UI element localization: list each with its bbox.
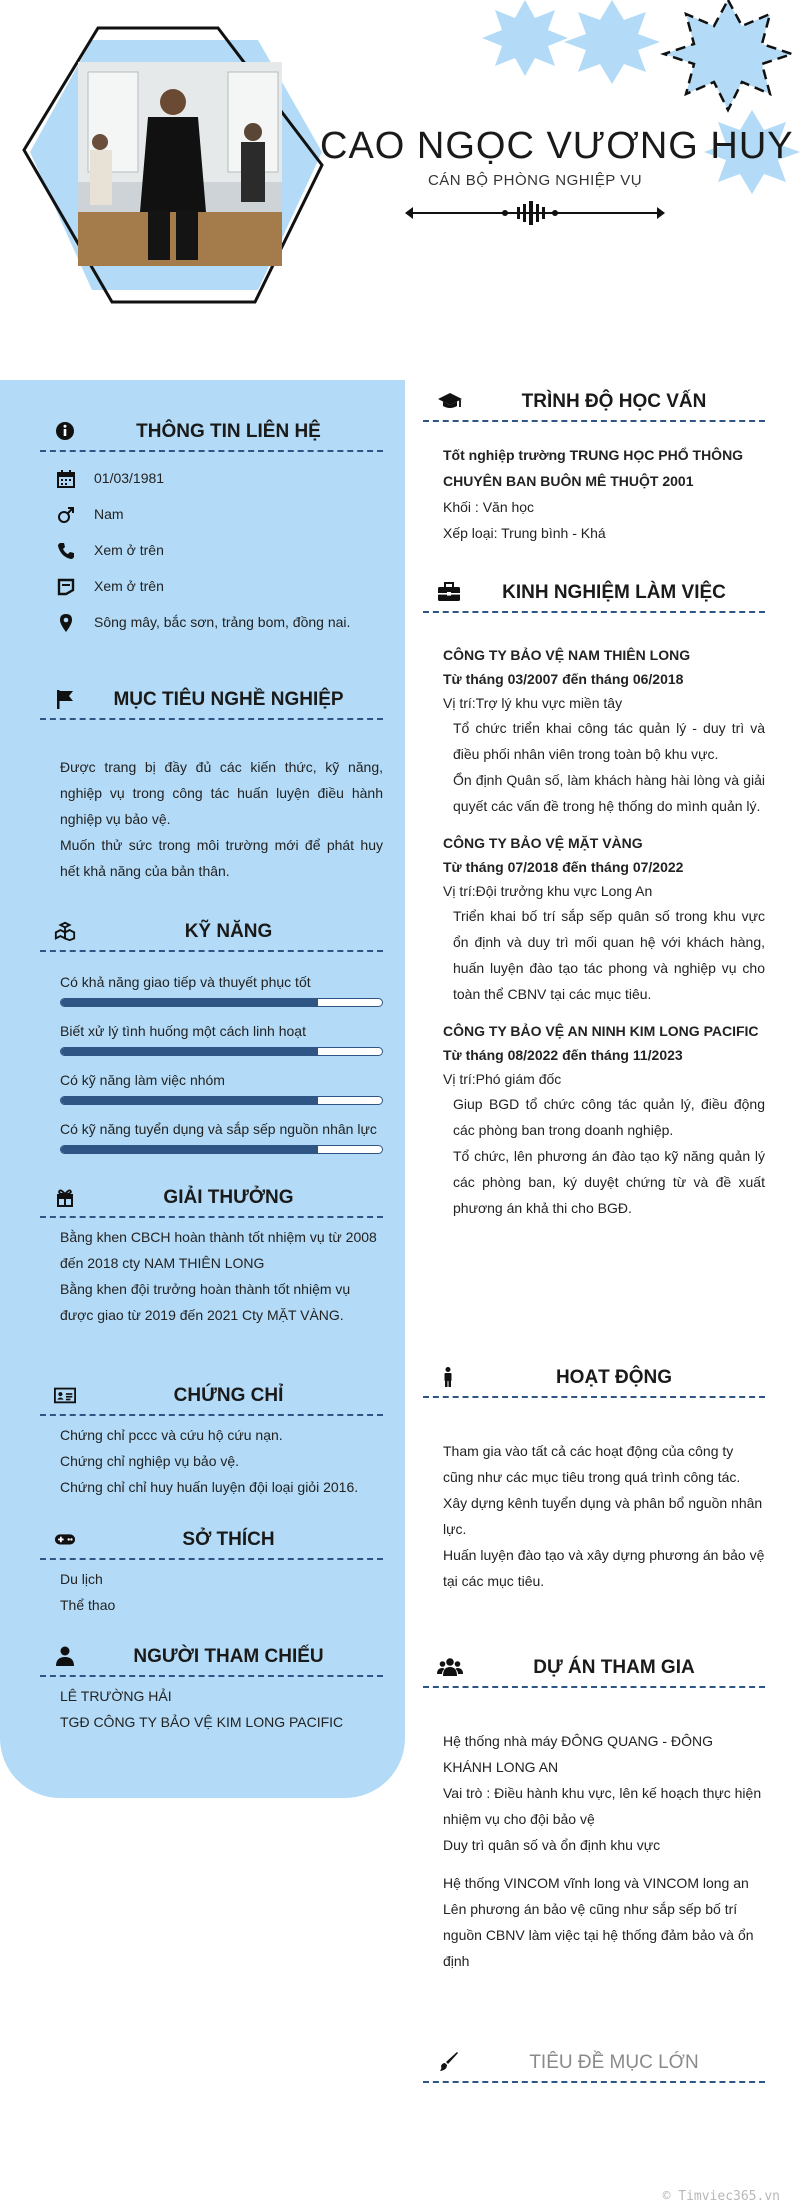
job-title: CÁN BỘ PHÒNG NGHIỆP VỤ <box>427 172 643 189</box>
hobbies-section <box>40 1520 383 1618</box>
left-column <box>0 380 405 1798</box>
big-section-heading <box>423 2043 765 2083</box>
phone-row <box>40 532 383 568</box>
activities-heading <box>423 1358 765 1398</box>
info-icon <box>54 420 76 442</box>
certificates-title: CHỨNG CHỈ <box>173 1385 284 1406</box>
job-company: CÔNG TY BẢO VỆ AN NINH KIM LONG PACIFIC <box>443 1023 759 1039</box>
hobbies-title: SỞ THÍCH <box>182 1529 275 1550</box>
gamepad-icon <box>54 1528 76 1550</box>
projects-section <box>423 1648 765 1974</box>
project-text: Lên phương án bảo vệ cũng như sắp sếp bố trí nguồn CBNV làm việc tại hệ thống đảm bảo và ổn định <box>443 1901 754 1969</box>
user-icon <box>54 1645 76 1667</box>
experience-heading <box>423 573 765 613</box>
certificate-item: Chứng chỉ pccc và cứu hộ cứu nạn. <box>60 1427 283 1443</box>
education-section <box>423 382 765 546</box>
phone-value[interactable]: Xem ở trên <box>94 542 164 558</box>
job-entry <box>443 643 765 819</box>
awards-heading <box>40 1178 383 1218</box>
skill-item <box>60 1070 383 1105</box>
project-text: Vai trò : Điều hành khu vực, lên kế hoạch thực hiện nhiệm vụ cho đội bảo vệ <box>443 1785 762 1827</box>
education-major: Khối : Văn học <box>443 499 535 515</box>
reference-name: LÊ TRƯỜNG HẢI <box>60 1688 172 1704</box>
avatar <box>78 62 282 266</box>
education-heading <box>423 382 765 422</box>
award-text-2: Bằng khen đội trưởng hoàn thành tốt nhiệm vụ được giao từ 2019 đến 2021 Cty MẶT VÀNG. <box>60 1281 351 1323</box>
flag-icon <box>54 688 76 710</box>
skill-bar-fill <box>61 999 318 1006</box>
reference-position: TGĐ CÔNG TY BẢO VỆ KIM LONG PACIFIC <box>60 1714 344 1730</box>
project-text: Hệ thống VINCOM vĩnh long và VINCOM long an <box>443 1875 749 1891</box>
skill-name: Biết xử lý tình huống một cách linh hoạt <box>60 1023 306 1039</box>
skill-bar <box>60 1096 383 1105</box>
skill-name: Có kỹ năng làm việc nhóm <box>60 1072 225 1088</box>
hobby-item: Thể thao <box>60 1597 116 1613</box>
person-icon <box>437 1366 459 1388</box>
contact-heading <box>40 412 383 452</box>
job-description: Tổ chức triển khai công tác quản lý - duy trì và điều phối nhân viên trong toàn bộ khu vực. <box>453 720 765 762</box>
references-title: NGƯỜI THAM CHIẾU <box>133 1646 324 1667</box>
calendar-icon <box>56 469 76 489</box>
skill-item <box>60 1021 383 1056</box>
gender-value: Nam <box>94 506 124 522</box>
skill-name: Có kỹ năng tuyển dụng và sắp sếp nguồn nhân lực <box>60 1121 377 1137</box>
gender-row <box>40 496 383 532</box>
education-school: Tốt nghiệp trường TRUNG HỌC PHỔ THÔNG CHUYÊN BAN BUÔN MÊ THUỘT 2001 <box>443 447 744 489</box>
job-entry <box>443 1019 765 1221</box>
activity-text: Huấn luyện đào tạo và xây dựng phương án bảo vệ tại các mục tiêu. <box>443 1547 765 1589</box>
skill-bar-fill <box>61 1146 318 1153</box>
activities-title: HOẠT ĐỘNG <box>555 1367 673 1388</box>
id-card-icon <box>54 1384 76 1406</box>
references-section <box>40 1637 383 1735</box>
footer-watermark: © Timviec365.vn <box>662 2189 780 2204</box>
skill-bar <box>60 1047 383 1056</box>
education-title: TRÌNH ĐỘ HỌC VẤN <box>521 391 707 412</box>
contact-section <box>40 412 383 640</box>
projects-title: DỰ ÁN THAM GIA <box>533 1657 695 1678</box>
skills-title: KỸ NĂNG <box>184 921 273 942</box>
job-time: Từ tháng 03/2007 đến tháng 06/2018 <box>443 671 684 687</box>
skills-heading <box>40 912 383 952</box>
birthday-row <box>40 460 383 496</box>
education-grade: Xếp loại: Trung bình - Khá <box>443 525 606 541</box>
skill-bar-fill <box>61 1048 318 1055</box>
skill-bar <box>60 1145 383 1154</box>
objective-heading <box>40 680 383 720</box>
experience-title: KINH NGHIỆM LÀM VIỆC <box>502 582 726 603</box>
cubes-icon <box>54 920 76 942</box>
ornament-divider <box>405 201 665 225</box>
skills-section <box>40 912 383 1168</box>
job-description: Tổ chức, lên phương án đào tạo kỹ năng quản lý các phòng ban, ký duyệt chứng từ và đề xuất phương án khả thi cho BGĐ. <box>453 1148 765 1216</box>
job-position: Vị trí:Đội trưởng khu vực Long An <box>443 883 653 899</box>
activity-text: Xây dựng kênh tuyển dụng và phân bổ nguồn nhân lực. <box>443 1495 763 1537</box>
address-row <box>40 604 383 640</box>
email-value[interactable]: Xem ở trên <box>94 578 164 594</box>
map-marker-icon <box>56 613 76 633</box>
paint-brush-icon <box>437 2051 459 2073</box>
skill-name: Có khả năng giao tiếp và thuyết phục tốt <box>60 974 311 990</box>
graduation-cap-icon <box>437 390 463 412</box>
email-row <box>40 568 383 604</box>
skill-bar <box>60 998 383 1007</box>
certificates-section <box>40 1376 383 1500</box>
projects-heading <box>423 1648 765 1688</box>
job-description: Triển khai bố trí sắp sếp quân số trong khu vực ổn định và duy trì mối quan hệ với khách hàng, huấn luyện đào tạo tác phong và nghiệp vụ cho toàn thể CBNV tại các mục tiêu. <box>453 908 765 1002</box>
job-entry <box>443 831 765 1007</box>
big-section <box>423 2043 765 2083</box>
hobbies-heading <box>40 1520 383 1560</box>
experience-section <box>423 573 765 1221</box>
job-description: Giup BGD tổ chức công tác quản lý, điều động các phòng ban trong doanh nghiệp. <box>453 1096 765 1138</box>
hobby-item: Du lịch <box>60 1571 103 1587</box>
contact-title: THÔNG TIN LIÊN HỆ <box>136 421 321 442</box>
certificate-item: Chứng chỉ nghiệp vụ bảo vệ. <box>60 1453 240 1469</box>
big-section-title: TIÊU ĐỀ MỤC LỚN <box>529 2052 699 2073</box>
activity-text: Tham gia vào tất cả các hoạt động của công ty cũng như các mục tiêu trong quá trình công tác. <box>443 1443 741 1485</box>
birthday-value: 01/03/1981 <box>94 470 165 486</box>
job-company: CÔNG TY BẢO VỆ NAM THIÊN LONG <box>443 647 691 663</box>
job-position: Vị trí:Phó giám đốc <box>443 1071 562 1087</box>
users-icon <box>437 1656 463 1678</box>
project-text: Duy trì quân số và ổn định khu vực <box>443 1837 661 1853</box>
gift-icon <box>54 1186 76 1208</box>
certificates-heading <box>40 1376 383 1416</box>
job-description: Ổn định Quân số, làm khách hàng hài lòng và giải quyết các vấn đề trong hệ thống do mình quản lý. <box>453 772 765 814</box>
briefcase-icon <box>437 581 461 603</box>
activities-section <box>423 1358 765 1594</box>
project-text: Hệ thống nhà máy ĐÔNG QUANG - ĐÔNG KHÁNH LONG AN <box>443 1733 713 1775</box>
skill-item <box>60 972 383 1007</box>
phone-icon <box>56 541 76 561</box>
objective-text-2: Muốn thử sức trong môi trường mới để phát huy hết khả năng của bản thân. <box>60 837 383 879</box>
job-position: Vị trí:Trợ lý khu vực miền tây <box>443 695 623 711</box>
objective-title: MỤC TIÊU NGHỀ NGHIỆP <box>113 689 344 710</box>
certificate-item: Chứng chỉ chỉ huy huấn luyện đội loại giỏi 2016. <box>60 1479 359 1495</box>
job-time: Từ tháng 08/2022 đến tháng 11/2023 <box>443 1047 683 1063</box>
references-heading <box>40 1637 383 1677</box>
objective-section <box>40 680 383 884</box>
cv-header <box>0 0 800 380</box>
job-company: CÔNG TY BẢO VỆ MẶT VÀNG <box>443 835 643 851</box>
objective-text-1: Được trang bị đầy đủ các kiến thức, kỹ năng, nghiệp vụ trong công tác huấn luyện điều hành nghiệp vụ bảo vệ. <box>60 759 383 827</box>
job-time: Từ tháng 07/2018 đến tháng 07/2022 <box>443 859 684 875</box>
name-block <box>320 125 794 225</box>
address-value: Sông mây, bắc sơn, trảng bom, đồng nai. <box>94 614 351 630</box>
gender-icon <box>56 505 76 525</box>
email-icon <box>56 577 76 597</box>
awards-title: GIẢI THƯỞNG <box>163 1187 294 1208</box>
full-name: CAO NGỌC VƯƠNG HUY <box>320 125 794 167</box>
awards-section <box>40 1178 383 1328</box>
award-text-1: Bằng khen CBCH hoàn thành tốt nhiệm vụ từ 2008 đến 2018 cty NAM THIÊN LONG <box>60 1229 377 1271</box>
skill-bar-fill <box>61 1097 318 1104</box>
skill-item <box>60 1119 383 1154</box>
